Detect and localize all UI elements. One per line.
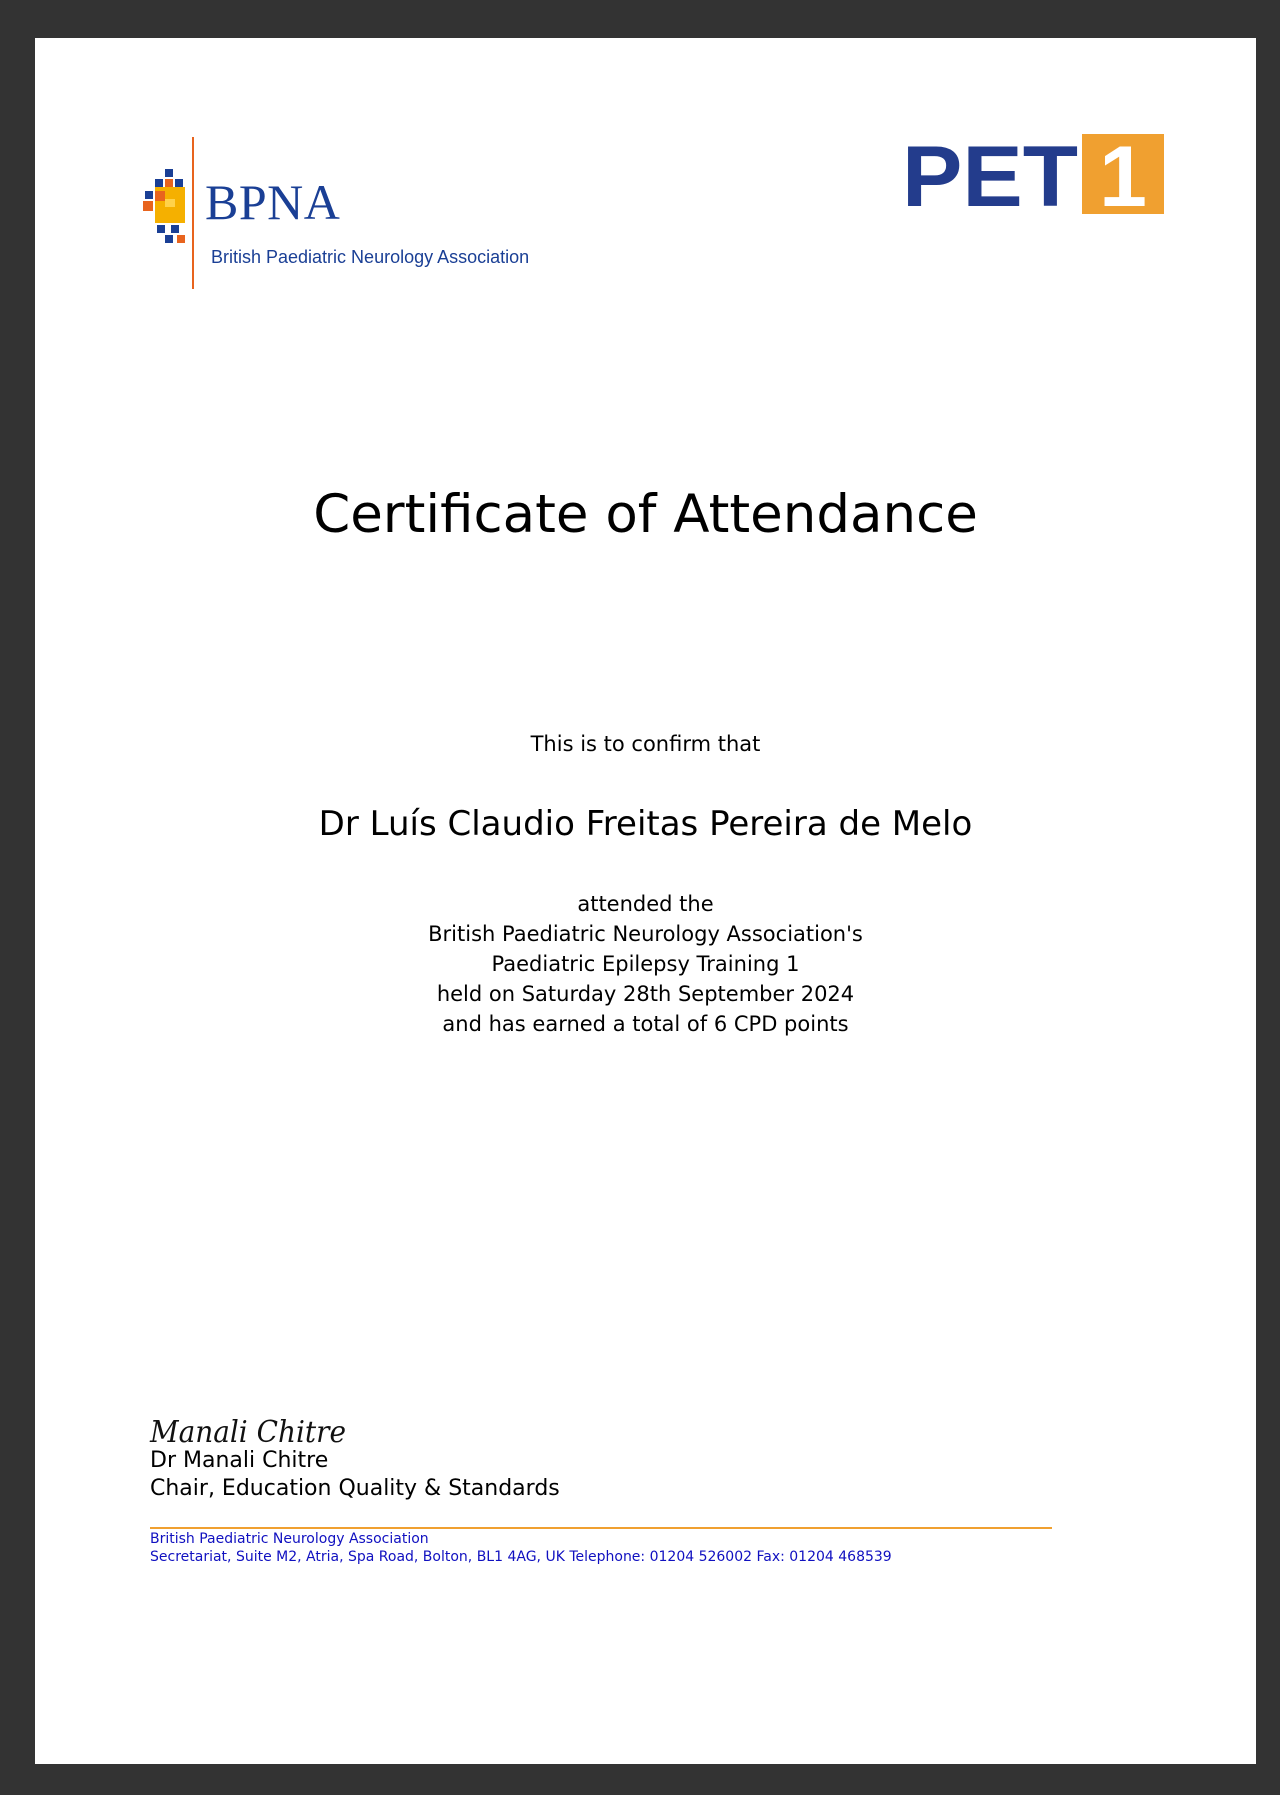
certificate-title: Certificate of Attendance — [313, 484, 978, 545]
footer-address: Secretariat, Suite M2, Atria, Spa Road, Bolton, BL1 4AG, UK Telephone: 01204 526002 Fax: 01204 468539 — [150, 1549, 892, 1565]
confirm-text: This is to confirm that — [530, 732, 761, 756]
body-line: British Paediatric Neurology Association's — [428, 922, 863, 946]
bpna-subtitle: British Paediatric Neurology Association — [211, 247, 530, 267]
signatory-block — [150, 1447, 560, 1503]
bpna-logo — [143, 137, 563, 289]
bpna-mosaic-icon — [143, 169, 193, 254]
pet1-logo — [902, 134, 1164, 214]
bpna-wordmark: BPNA — [205, 174, 341, 230]
pet-logo-text: PET — [902, 134, 1078, 214]
signatory-name: Dr Manali Chitre — [150, 1448, 329, 1473]
signatory-role: Chair, Education Quality & Standards — [150, 1476, 560, 1501]
bpna-divider-line — [192, 137, 194, 289]
certificate-body — [35, 889, 1256, 1039]
body-line: held on Saturday 28th September 2024 — [436, 982, 855, 1006]
footer-org: British Paediatric Neurology Association — [150, 1531, 429, 1547]
footer-divider — [150, 1527, 1052, 1529]
recipient-name: Dr Luís Claudio Freitas Pereira de Melo — [318, 804, 973, 844]
signature-text: Manali Chitre — [149, 1415, 346, 1450]
pet-logo-number: 1 — [1099, 134, 1147, 214]
footer — [150, 1530, 892, 1566]
body-line: Paediatric Epilepsy Training 1 — [491, 952, 800, 976]
body-line: attended the — [577, 892, 714, 916]
body-line: and has earned a total of 6 CPD points — [442, 1012, 849, 1036]
